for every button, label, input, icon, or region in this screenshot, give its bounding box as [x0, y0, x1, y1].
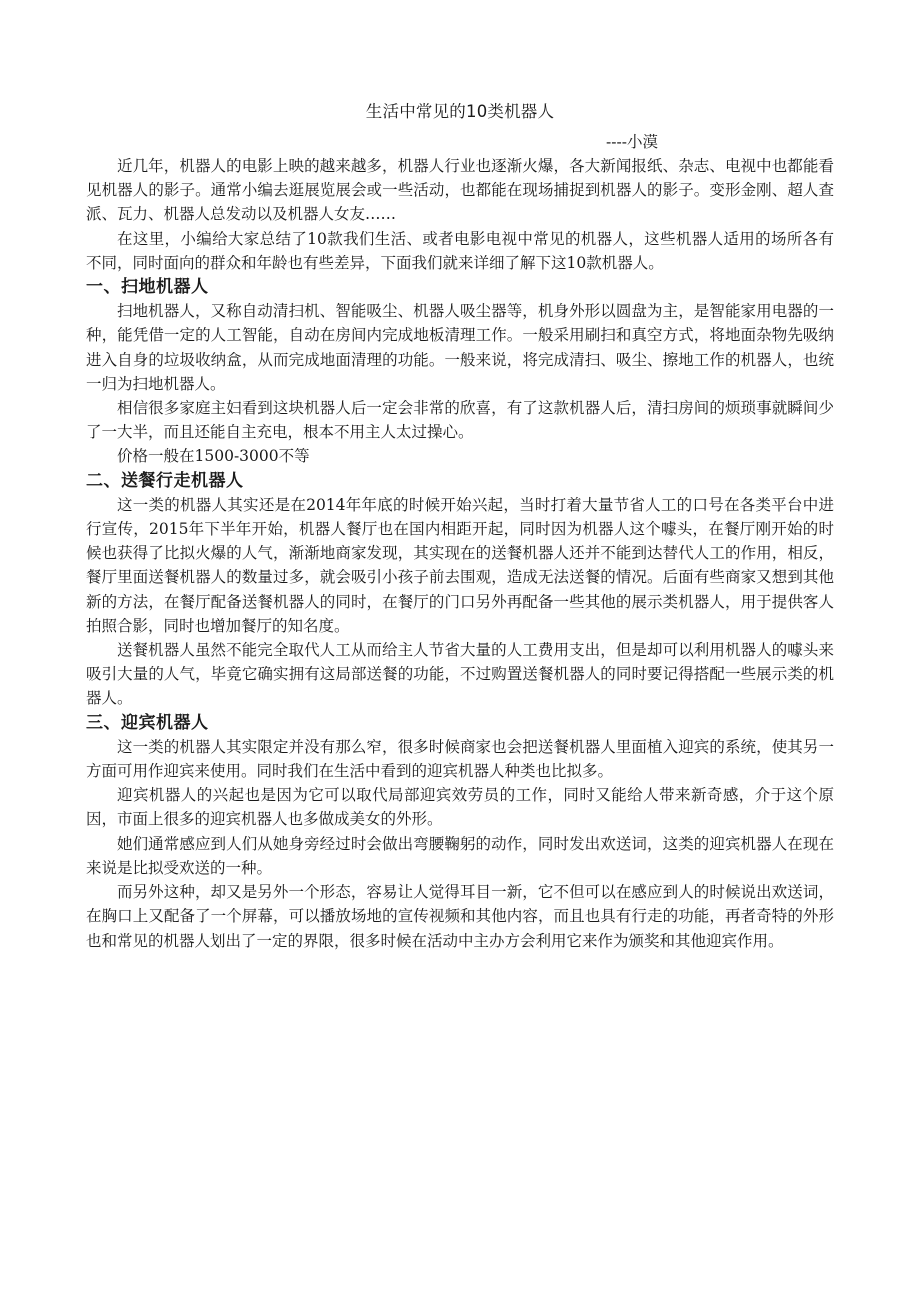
- body-paragraph: 她们通常感应到人们从她身旁经过时会做出弯腰鞠躬的动作，同时发出欢送词，这类的迎宾机器人在现在来说是比拟受欢送的一种。: [86, 834, 834, 877]
- body-paragraph: 相信很多家庭主妇看到这块机器人后一定会非常的欣喜，有了这款机器人后，清扫房间的烦琐事就瞬间少了一大半，而且还能自主充电，根本不用主人太过操心。: [86, 399, 834, 442]
- intro-paragraph: 近几年，机器人的电影上映的越来越多，机器人行业也逐渐火爆，各大新闻报纸、杂志、电视中也都能看见机器人的影子。通常小编去逛展览展会或一些活动，也都能在现场捕捉到机器人的影子。变形金刚、超人查派、瓦力、机器人总发动以及机器人女友……: [86, 157, 834, 224]
- body-paragraph: 扫地机器人，又称自动清扫机、智能吸尘、机器人吸尘器等，机身外形以圆盘为主，是智能家用电器的一种，能凭借一定的人工智能，自动在房间内完成地板清理工作。一般采用刷扫和真空方式，将地面杂物先吸纳进入自身的垃圾收纳盒，从而完成地面清理的功能。一般来说，将完成清扫、吸尘、擦地工作的机器人，也统一归为扫地机器人。: [86, 302, 834, 393]
- price-note: 价格一般在1500-3000不等: [117, 447, 310, 466]
- body-paragraph: 这一类的机器人其实还是在2014年年底的时候开始兴起，当时打着大量节省人工的口号在各类平台中进行宣传，2015年下半年开始，机器人餐厅也在国内相距开起，同时因为机器人这个噱头，在餐厅刚开始的时候也获得了比拟火爆的人气，渐渐地商家发现，其实现在的送餐机器人还并不能到达替代人工的作用，相反，餐厅里面送餐机器人的数量过多，就会吸引小孩子前去围观，造成无法送餐的情况。后面有些商家又想到其他新的方法，在餐厅配备送餐机器人的同时，在餐厅的门口另外再配备一些其他的展示类机器人，用于提供客人拍照合影，同时也增加餐厅的知名度。: [86, 495, 834, 635]
- document-page: [86, 98, 834, 953]
- section-heading: 三、迎宾机器人: [86, 712, 209, 733]
- document-author: ----小漠: [606, 133, 658, 151]
- body-paragraph: 迎宾机器人的兴起也是因为它可以取代局部迎宾效劳员的工作，同时又能给人带来新奇感，介于这个原因，市面上很多的迎宾机器人也多做成美女的外形。: [86, 786, 834, 829]
- document-title: 生活中常见的10类机器人: [365, 102, 555, 121]
- section-heading: 二、送餐行走机器人: [86, 470, 244, 491]
- intro-paragraph: 在这里，小编给大家总结了10款我们生活、或者电影电视中常见的机器人，这些机器人适用的场所各有不同，同时面向的群众和年龄也有些差异，下面我们就来详细了解下这10款机器人。: [86, 229, 834, 272]
- body-paragraph: 送餐机器人虽然不能完全取代人工从而给主人节省大量的人工费用支出，但是却可以利用机器人的噱头来吸引大量的人气，毕竟它确实拥有这局部送餐的功能，不过购置送餐机器人的同时要记得搭配一些展示类的机器人。: [86, 641, 834, 708]
- body-paragraph: 而另外这种，却又是另外一个形态，容易让人觉得耳目一新，它不但可以在感应到人的时候说出欢送词，在胸口上又配备了一个屏幕，可以播放场地的宣传视频和其他内容，而且也具有行走的功能，再者奇特的外形也和常见的机器人划出了一定的界限，很多时候在活动中主办方会利用它来作为颁奖和其他迎宾作用。: [86, 883, 834, 950]
- section-heading: 一、扫地机器人: [86, 277, 209, 298]
- body-paragraph: 这一类的机器人其实限定并没有那么窄，很多时候商家也会把送餐机器人里面植入迎宾的系统，使其另一方面可用作迎宾来使用。同时我们在生活中看到的迎宾机器人种类也比拟多。: [86, 737, 834, 781]
